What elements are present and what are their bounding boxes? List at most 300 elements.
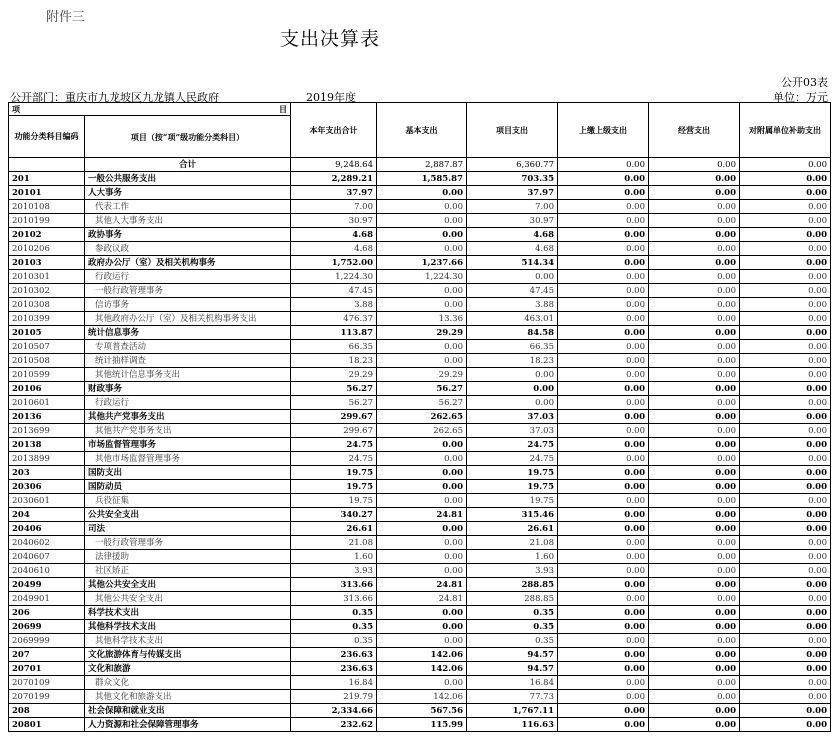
row-value: 0.00 (558, 172, 649, 186)
row-value: 21.08 (291, 536, 377, 550)
table-row (9, 494, 831, 508)
table-row (9, 242, 831, 256)
total-value: 0.00 (649, 158, 740, 172)
row-value: 315.46 (467, 508, 558, 522)
row-value: 0.00 (740, 550, 831, 564)
table-row (9, 396, 831, 410)
row-value: 0.00 (558, 578, 649, 592)
table-row (9, 522, 831, 536)
table-row (9, 312, 831, 326)
row-name: 其他科学技术支出 (85, 620, 291, 634)
row-value: 262.65 (377, 424, 467, 438)
row-value: 2,289.21 (291, 172, 377, 186)
row-value: 0.00 (558, 354, 649, 368)
row-value: 18.23 (467, 354, 558, 368)
row-name: 其他科学技术支出 (85, 634, 291, 648)
row-value: 0.00 (558, 228, 649, 242)
row-value: 0.00 (558, 690, 649, 704)
row-value: 0.00 (740, 480, 831, 494)
row-name: 其他统计信息事务支出 (85, 368, 291, 382)
row-value: 0.00 (649, 536, 740, 550)
row-name: 一般行政管理事务 (85, 536, 291, 550)
row-value: 1,767.11 (467, 704, 558, 718)
row-name: 信访事务 (85, 298, 291, 312)
row-code: 20106 (9, 382, 85, 396)
row-value: 0.00 (740, 172, 831, 186)
row-value: 0.00 (467, 270, 558, 284)
row-value: 0.00 (740, 452, 831, 466)
row-code: 203 (9, 466, 85, 480)
row-value: 236.63 (291, 648, 377, 662)
row-value: 19.75 (291, 466, 377, 480)
row-name: 一般公共服务支出 (85, 172, 291, 186)
total-value: 0.00 (558, 158, 649, 172)
row-value: 0.00 (740, 396, 831, 410)
row-name: 其他共产党事务支出 (85, 410, 291, 424)
table-row (9, 270, 831, 284)
row-value: 0.00 (740, 494, 831, 508)
row-value: 0.00 (740, 312, 831, 326)
table-row (9, 382, 831, 396)
row-value: 0.00 (649, 452, 740, 466)
row-value: 0.00 (558, 662, 649, 676)
row-code: 2049901 (9, 592, 85, 606)
row-value: 0.00 (740, 214, 831, 228)
row-value: 0.00 (558, 718, 649, 732)
row-code: 2010599 (9, 368, 85, 382)
expenditure-table (8, 102, 831, 732)
row-value: 0.00 (558, 242, 649, 256)
row-value: 0.00 (649, 438, 740, 452)
row-value: 0.00 (740, 228, 831, 242)
row-value: 0.00 (649, 578, 740, 592)
row-value: 0.00 (649, 620, 740, 634)
row-value: 0.00 (377, 494, 467, 508)
row-value: 0.00 (377, 620, 467, 634)
row-value: 0.00 (558, 480, 649, 494)
row-code: 20701 (9, 662, 85, 676)
row-value: 0.00 (377, 522, 467, 536)
row-value: 0.00 (649, 228, 740, 242)
row-code: 2070109 (9, 676, 85, 690)
row-value: 0.00 (649, 704, 740, 718)
row-value: 0.00 (558, 536, 649, 550)
department-label: 公开部门：重庆市九龙坡区九龙镇人民政府 (10, 91, 219, 104)
table-row (9, 172, 831, 186)
row-name: 统计抽样调查 (85, 354, 291, 368)
row-value: 0.35 (291, 620, 377, 634)
row-value: 66.35 (467, 340, 558, 354)
row-name: 市场监督管理事务 (85, 438, 291, 452)
row-value: 29.29 (377, 368, 467, 382)
row-value: 94.57 (467, 662, 558, 676)
row-value: 84.58 (467, 326, 558, 340)
row-value: 19.75 (467, 466, 558, 480)
row-value: 0.00 (649, 606, 740, 620)
row-value: 262.65 (377, 410, 467, 424)
row-value: 0.00 (649, 284, 740, 298)
row-value: 0.00 (558, 284, 649, 298)
row-value: 0.00 (740, 718, 831, 732)
row-code: 20105 (9, 326, 85, 340)
row-name: 其他市场监督管理事务 (85, 452, 291, 466)
row-value: 3.88 (467, 298, 558, 312)
total-value: 0.00 (740, 158, 831, 172)
table-row (9, 340, 831, 354)
row-name: 其他公共安全支出 (85, 578, 291, 592)
header-item-cell (9, 103, 291, 116)
total-value: 9,248.64 (291, 158, 377, 172)
row-value: 0.00 (558, 382, 649, 396)
row-value: 567.56 (377, 704, 467, 718)
row-code: 20102 (9, 228, 85, 242)
row-code: 206 (9, 606, 85, 620)
row-value: 0.00 (558, 410, 649, 424)
row-value: 0.00 (558, 186, 649, 200)
row-value: 0.00 (649, 648, 740, 662)
row-name: 行政运行 (85, 270, 291, 284)
table-row (9, 424, 831, 438)
row-name: 兵役征集 (85, 494, 291, 508)
row-code: 207 (9, 648, 85, 662)
row-value: 0.00 (558, 620, 649, 634)
page-title: 支出决算表 (279, 28, 380, 50)
total-label: 合计 (85, 158, 291, 172)
row-code: 2010199 (9, 214, 85, 228)
header-col-operating: 经营支出 (649, 103, 740, 158)
row-value: 56.27 (377, 396, 467, 410)
row-value: 299.67 (291, 424, 377, 438)
row-value: 0.00 (740, 424, 831, 438)
row-value: 4.68 (291, 228, 377, 242)
table-row (9, 354, 831, 368)
row-value: 19.75 (467, 494, 558, 508)
row-value: 0.00 (377, 634, 467, 648)
row-value: 0.00 (558, 396, 649, 410)
row-value: 142.06 (377, 662, 467, 676)
row-value: 21.08 (467, 536, 558, 550)
row-value: 37.03 (467, 424, 558, 438)
row-name: 政协事务 (85, 228, 291, 242)
row-code: 20101 (9, 186, 85, 200)
row-value: 0.00 (649, 270, 740, 284)
row-value: 0.35 (291, 606, 377, 620)
row-code: 2013699 (9, 424, 85, 438)
row-value: 37.97 (467, 186, 558, 200)
row-value: 47.45 (291, 284, 377, 298)
row-code: 2010601 (9, 396, 85, 410)
row-code: 2040602 (9, 536, 85, 550)
table-row (9, 536, 831, 550)
row-name: 其他人大事务支出 (85, 214, 291, 228)
row-value: 0.00 (649, 424, 740, 438)
total-value: 2,887.87 (377, 158, 467, 172)
row-value: 94.57 (467, 648, 558, 662)
row-code: 2010508 (9, 354, 85, 368)
row-value: 0.00 (649, 256, 740, 270)
row-value: 340.27 (291, 508, 377, 522)
row-name: 公共安全支出 (85, 508, 291, 522)
row-value: 476.37 (291, 312, 377, 326)
row-value: 0.00 (377, 606, 467, 620)
table-row (9, 466, 831, 480)
row-value: 19.75 (291, 480, 377, 494)
table-row (9, 200, 831, 214)
row-value: 1,224.30 (291, 270, 377, 284)
row-value: 0.00 (740, 522, 831, 536)
row-value: 0.00 (377, 354, 467, 368)
row-code: 20406 (9, 522, 85, 536)
row-value: 0.00 (467, 368, 558, 382)
row-value: 77.73 (467, 690, 558, 704)
row-name: 科学技术支出 (85, 606, 291, 620)
row-code: 20138 (9, 438, 85, 452)
row-value: 1,237.66 (377, 256, 467, 270)
table-row (9, 592, 831, 606)
table-row (9, 298, 831, 312)
row-value: 0.00 (740, 662, 831, 676)
header-col-basic: 基本支出 (377, 103, 467, 158)
row-name: 一般行政管理事务 (85, 284, 291, 298)
table-row (9, 550, 831, 564)
row-value: 288.85 (467, 592, 558, 606)
row-value: 0.35 (467, 634, 558, 648)
row-value: 0.00 (649, 662, 740, 676)
row-value: 313.66 (291, 578, 377, 592)
row-value: 24.75 (467, 438, 558, 452)
row-name: 其他公共安全支出 (85, 592, 291, 606)
row-value: 0.00 (740, 368, 831, 382)
row-value: 0.00 (740, 410, 831, 424)
table-row (9, 368, 831, 382)
row-value: 3.93 (467, 564, 558, 578)
table-row (9, 186, 831, 200)
row-value: 0.00 (377, 228, 467, 242)
row-name: 司法 (85, 522, 291, 536)
row-value: 24.75 (291, 452, 377, 466)
table-row (9, 438, 831, 452)
row-code: 20306 (9, 480, 85, 494)
table-row (9, 662, 831, 676)
row-value: 0.00 (649, 172, 740, 186)
row-value: 0.00 (649, 382, 740, 396)
row-name: 人力资源和社会保障管理事务 (85, 718, 291, 732)
row-value: 0.00 (649, 214, 740, 228)
row-value: 0.00 (377, 340, 467, 354)
row-value: 7.00 (291, 200, 377, 214)
row-code: 2010206 (9, 242, 85, 256)
row-value: 0.00 (377, 452, 467, 466)
row-value: 0.00 (649, 494, 740, 508)
row-name: 国防动员 (85, 480, 291, 494)
row-value: 236.63 (291, 662, 377, 676)
row-value: 0.00 (740, 620, 831, 634)
row-name: 社会保障和就业支出 (85, 704, 291, 718)
row-code: 2069999 (9, 634, 85, 648)
row-value: 0.00 (740, 284, 831, 298)
row-value: 0.00 (377, 284, 467, 298)
row-value: 1.60 (291, 550, 377, 564)
row-code: 2040610 (9, 564, 85, 578)
row-value: 0.00 (649, 242, 740, 256)
row-name: 社区矫正 (85, 564, 291, 578)
row-name: 政府办公厅（室）及相关机构事务 (85, 256, 291, 270)
row-code: 2070199 (9, 690, 85, 704)
row-code: 20103 (9, 256, 85, 270)
row-value: 0.00 (649, 480, 740, 494)
row-name: 财政事务 (85, 382, 291, 396)
table-row (9, 606, 831, 620)
row-code: 201 (9, 172, 85, 186)
row-value: 0.00 (377, 564, 467, 578)
row-value: 56.27 (377, 382, 467, 396)
header-code: 功能分类科目编码 (9, 116, 85, 158)
table-row (9, 326, 831, 340)
row-value: 56.27 (291, 382, 377, 396)
row-value: 232.62 (291, 718, 377, 732)
row-code: 20136 (9, 410, 85, 424)
row-name: 文化和旅游 (85, 662, 291, 676)
row-code: 2010301 (9, 270, 85, 284)
row-value: 0.00 (558, 452, 649, 466)
row-value: 0.00 (377, 214, 467, 228)
row-value: 0.00 (558, 704, 649, 718)
total-value: 6,360.77 (467, 158, 558, 172)
row-value: 0.00 (377, 186, 467, 200)
row-value: 0.00 (740, 382, 831, 396)
row-value: 3.93 (291, 564, 377, 578)
row-value: 0.00 (740, 256, 831, 270)
total-row (9, 158, 831, 172)
row-value: 0.00 (740, 186, 831, 200)
row-value: 29.29 (291, 368, 377, 382)
row-value: 0.00 (649, 634, 740, 648)
row-value: 0.00 (558, 550, 649, 564)
header-item: 项 (12, 104, 20, 114)
row-value: 0.00 (558, 564, 649, 578)
table-row (9, 676, 831, 690)
row-value: 0.00 (649, 508, 740, 522)
unit-label: 单位：万元 (773, 91, 828, 104)
row-value: 0.00 (377, 550, 467, 564)
form-code: 公开03表 (781, 76, 828, 89)
table-row (9, 480, 831, 494)
row-value: 0.00 (558, 466, 649, 480)
row-value: 0.00 (740, 592, 831, 606)
row-name: 其他文化和旅游支出 (85, 690, 291, 704)
row-value: 0.00 (558, 200, 649, 214)
row-value: 26.61 (291, 522, 377, 536)
row-value: 0.00 (558, 298, 649, 312)
row-value: 0.00 (740, 676, 831, 690)
row-value: 313.66 (291, 592, 377, 606)
row-value: 0.00 (649, 298, 740, 312)
total-code (9, 158, 85, 172)
row-value: 0.00 (558, 312, 649, 326)
row-value: 0.00 (558, 368, 649, 382)
row-value: 37.03 (467, 410, 558, 424)
row-value: 26.61 (467, 522, 558, 536)
table-row (9, 718, 831, 732)
table-row (9, 256, 831, 270)
row-value: 0.00 (377, 298, 467, 312)
header-col-project: 项目支出 (467, 103, 558, 158)
row-code: 204 (9, 508, 85, 522)
row-value: 0.00 (740, 690, 831, 704)
row-value: 142.06 (377, 690, 467, 704)
row-value: 0.00 (740, 564, 831, 578)
row-value: 0.00 (740, 508, 831, 522)
row-code: 2013899 (9, 452, 85, 466)
row-value: 47.45 (467, 284, 558, 298)
fiscal-year: 2019年度 (306, 91, 356, 104)
row-value: 0.00 (558, 676, 649, 690)
row-value: 514.34 (467, 256, 558, 270)
row-code: 2010308 (9, 298, 85, 312)
table-row (9, 578, 831, 592)
row-code: 20801 (9, 718, 85, 732)
row-value: 0.00 (649, 466, 740, 480)
row-value: 0.00 (649, 326, 740, 340)
row-value: 0.35 (291, 634, 377, 648)
row-value: 0.00 (377, 438, 467, 452)
row-value: 0.00 (377, 200, 467, 214)
row-value: 19.75 (467, 480, 558, 494)
row-code: 208 (9, 704, 85, 718)
row-value: 219.79 (291, 690, 377, 704)
row-name: 群众文化 (85, 676, 291, 690)
header-col-subsidy: 对附属单位补助支出 (740, 103, 831, 158)
row-code: 2010108 (9, 200, 85, 214)
row-value: 18.23 (291, 354, 377, 368)
row-value: 0.00 (467, 382, 558, 396)
row-value: 0.00 (649, 354, 740, 368)
row-value: 0.00 (649, 690, 740, 704)
row-name: 专项普查活动 (85, 340, 291, 354)
row-name: 其他共产党事务支出 (85, 424, 291, 438)
row-name: 其他政府办公厅（室）及相关机构事务支出 (85, 312, 291, 326)
row-value: 0.00 (740, 298, 831, 312)
row-value: 0.00 (740, 634, 831, 648)
row-value: 0.00 (377, 480, 467, 494)
row-name: 国防支出 (85, 466, 291, 480)
row-value: 66.35 (291, 340, 377, 354)
table-row (9, 214, 831, 228)
row-value: 0.00 (740, 648, 831, 662)
row-value: 24.81 (377, 592, 467, 606)
row-value: 0.00 (558, 270, 649, 284)
row-value: 116.63 (467, 718, 558, 732)
row-value: 2,334.66 (291, 704, 377, 718)
row-value: 1,752.00 (291, 256, 377, 270)
header-col-total: 本年支出合计 (291, 103, 377, 158)
row-code: 20699 (9, 620, 85, 634)
row-value: 142.06 (377, 648, 467, 662)
row-code: 2030601 (9, 494, 85, 508)
row-value: 4.68 (467, 242, 558, 256)
row-value: 0.00 (649, 368, 740, 382)
table-row (9, 284, 831, 298)
row-value: 0.00 (649, 186, 740, 200)
row-value: 0.00 (558, 214, 649, 228)
row-value: 0.00 (377, 536, 467, 550)
row-value: 0.00 (377, 676, 467, 690)
row-code: 2010507 (9, 340, 85, 354)
row-value: 0.00 (377, 466, 467, 480)
row-value: 4.68 (467, 228, 558, 242)
row-value: 1,224.30 (377, 270, 467, 284)
header-name: 项目（按“项”级功能分类科目） (85, 116, 291, 158)
